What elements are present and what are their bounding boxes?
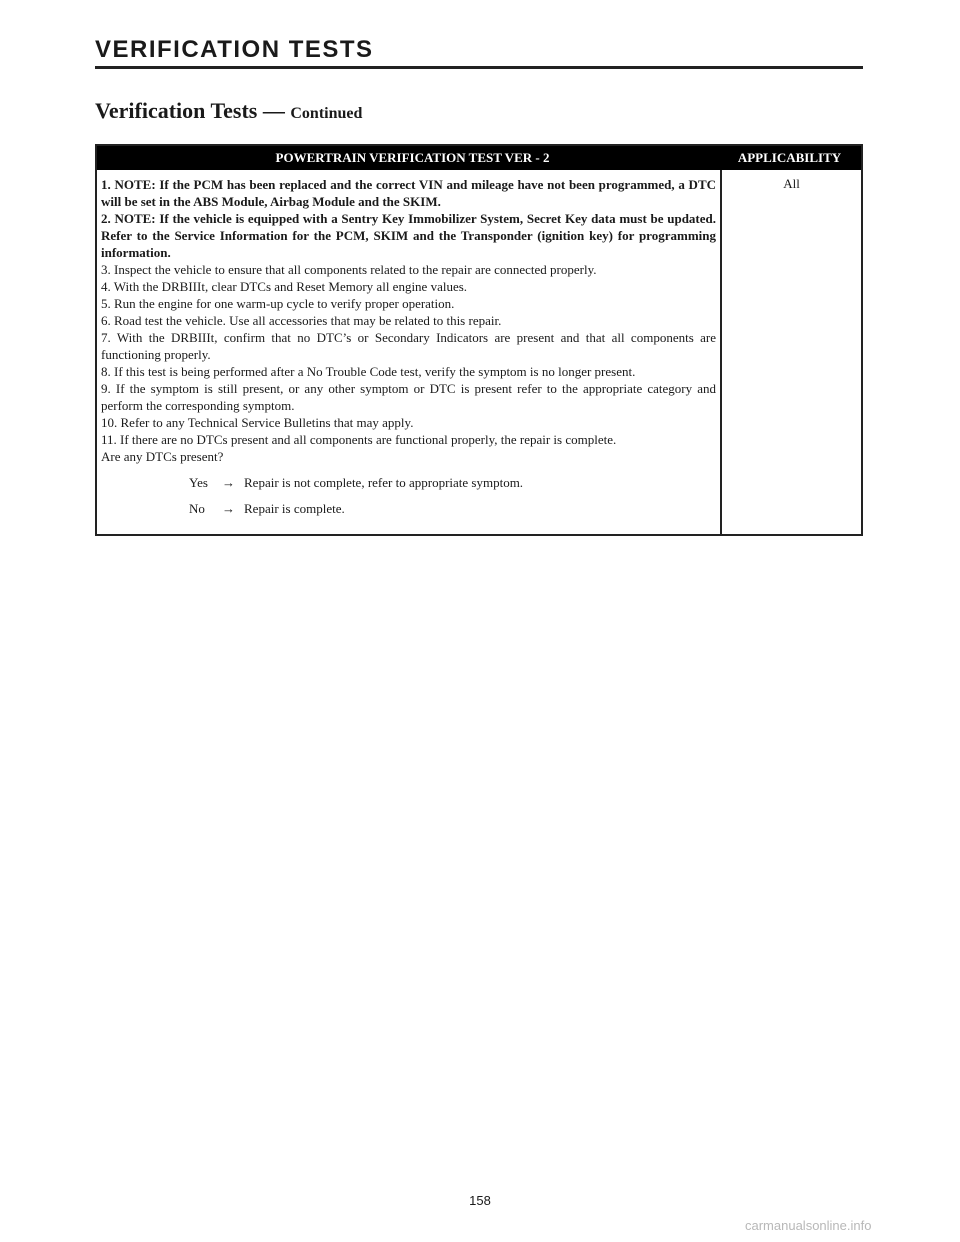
test-steps-cell <box>97 170 722 534</box>
answer-yes <box>101 474 716 500</box>
step-5: 5. Run the engine for one warm-up cycle to verify proper operation. <box>101 296 455 311</box>
step-6: 6. Road test the vehicle. Use all accessories that may be related to this repair. <box>101 313 502 328</box>
section-title: VERIFICATION TESTS <box>95 36 374 63</box>
answer-text: Repair is not complete, refer to appropriate symptom. <box>244 475 524 490</box>
step-3: 3. Inspect the vehicle to ensure that all components related to the repair are connected properly. <box>101 262 597 277</box>
arrow-right-icon: → <box>222 475 235 490</box>
step-10: 10. Refer to any Technical Service Bulletins that may apply. <box>101 415 414 430</box>
question: Are any DTCs present? <box>101 449 224 464</box>
answer-key: No <box>189 501 205 516</box>
page-number: 158 <box>469 1193 491 1208</box>
arrow-right-icon: → <box>222 501 235 516</box>
answers-list <box>101 474 716 526</box>
step-8: 8. If this test is being performed after a No Trouble Code test, verify the symptom is no longer present. <box>101 364 636 379</box>
step-9: 9. If the symptom is still present, or any other symptom or DTC is present refer to the appropriate category and perform the corresponding symptom. <box>101 381 716 413</box>
test-title: POWERTRAIN VERIFICATION TEST VER - 2 <box>275 150 550 165</box>
step-11: 11. If there are no DTCs present and all components are functional properly, the repair is complete. <box>101 432 617 447</box>
step-7: 7. With the DRBIIIt, confirm that no DTC’s or Secondary Indicators are present and that all components are functioning properly. <box>101 330 716 362</box>
steps-list <box>101 176 716 448</box>
section-header <box>95 36 863 69</box>
step-1: 1. NOTE: If the PCM has been replaced and the correct VIN and mileage have not been programmed, a DTC will be set in the ABS Module, Airbag Module and the SKIM. <box>101 177 716 209</box>
page-subtitle <box>95 98 362 124</box>
watermark: carmanualsonline.info <box>745 1218 872 1233</box>
answer-text: Repair is complete. <box>244 501 345 516</box>
verification-test-table <box>95 144 863 536</box>
step-2: 2. NOTE: If the vehicle is equipped with a Sentry Key Immobilizer System, Secret Key data must be updated. Refer to the Service Information for the PCM, SKIM and the Transponder (ignition key) for programming information. <box>101 211 716 260</box>
subtitle-continued: Continued <box>290 105 363 122</box>
table-body-row <box>97 170 861 534</box>
step-4: 4. With the DRBIIIt, clear DTCs and Reset Memory all engine values. <box>101 279 468 294</box>
applicability-header: APPLICABILITY <box>737 150 842 165</box>
applicability-value: All <box>783 176 800 191</box>
answer-key: Yes <box>189 475 208 490</box>
subtitle-text: Verification Tests — <box>95 98 285 123</box>
table-header-row <box>97 146 861 170</box>
applicability-cell <box>722 170 861 534</box>
answer-no <box>101 500 716 526</box>
